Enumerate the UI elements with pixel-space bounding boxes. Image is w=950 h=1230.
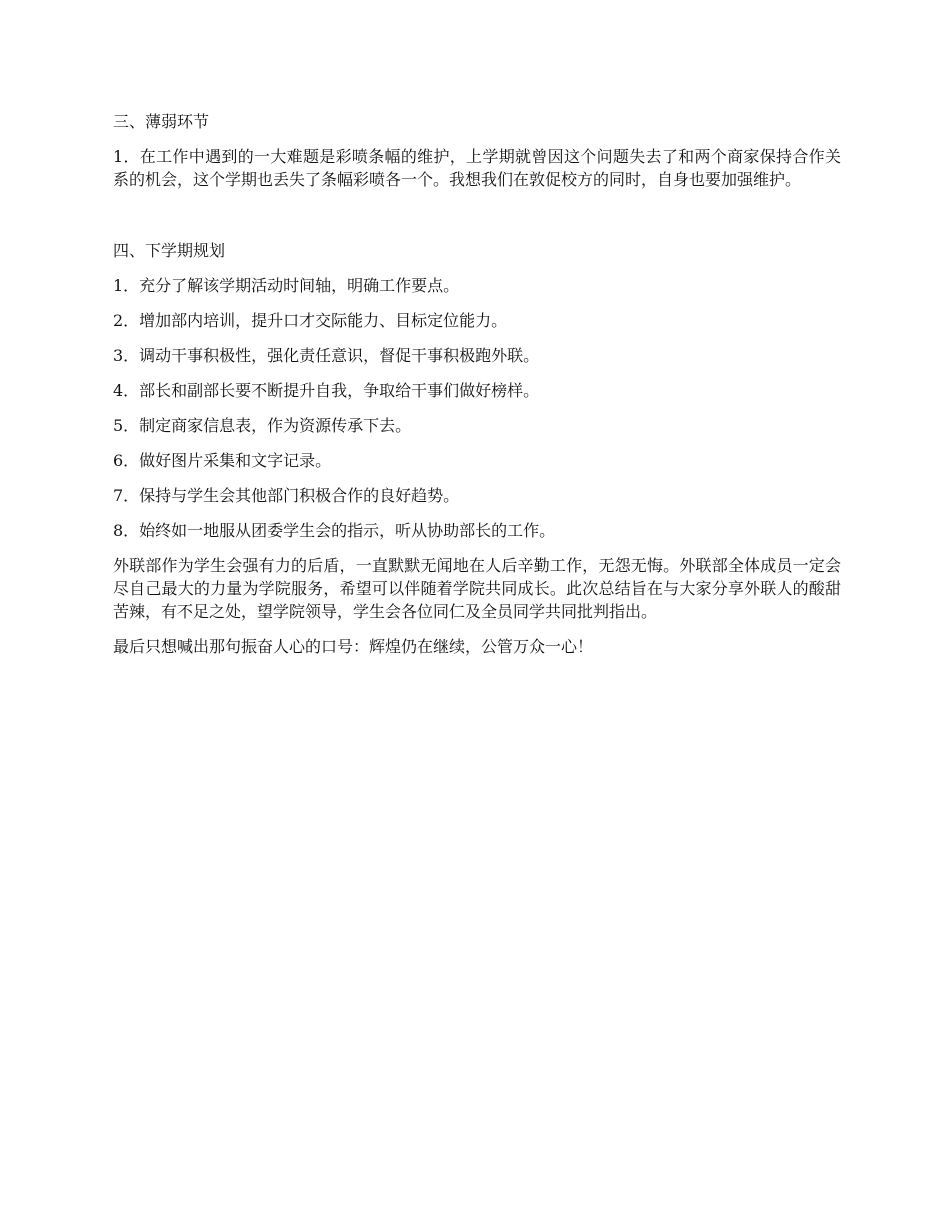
section-heading-next-term-plan: 四、下学期规划: [113, 241, 226, 260]
weak-points-paragraph: 1．在工作中遇到的一大难题是彩喷条幅的维护，上学期就曾因这个问题失去了和两个商家保持合作关系的机会，这个学期也丢失了条幅彩喷各一个。我想我们在敦促校方的同时，自身也要加强维护。: [113, 147, 841, 189]
document-page: [113, 110, 841, 670]
plan-item: 4．部长和副部长要不断提升自我，争取给干事们做好榜样。: [113, 381, 540, 400]
plan-item: 7．保持与学生会其他部门积极合作的良好趋势。: [113, 486, 460, 505]
plan-item: 1．充分了解该学期活动时间轴，明确工作要点。: [113, 276, 460, 295]
closing-paragraph: 外联部作为学生会强有力的后盾，一直默默无闻地在人后辛勤工作，无怨无悔。外联部全体成员一定会尽自己最大的力量为学院服务，希望可以伴随着学院共同成长。此次总结旨在与大家分享外联人的酸甜苦辣，有不足之处，望学院领导，学生会各位同仁及全员同学共同批判指出。: [113, 556, 841, 621]
plan-item: 6．做好图片采集和文字记录。: [113, 451, 332, 470]
section-heading-weak-points: 三、薄弱环节: [113, 112, 210, 131]
plan-item: 8．始终如一地服从团委学生会的指示，听从协助部长的工作。: [113, 521, 556, 540]
plan-item: 5．制定商家信息表，作为资源传承下去。: [113, 416, 412, 435]
plan-item: 3．调动干事积极性，强化责任意识，督促干事积极跑外联。: [113, 346, 540, 365]
plan-item: 2．增加部内培训，提升口才交际能力、目标定位能力。: [113, 311, 508, 330]
section-gap: [113, 203, 841, 239]
closing-slogan: 最后只想喊出那句振奋人心的口号：辉煌仍在继续，公管万众一心！: [113, 637, 594, 656]
